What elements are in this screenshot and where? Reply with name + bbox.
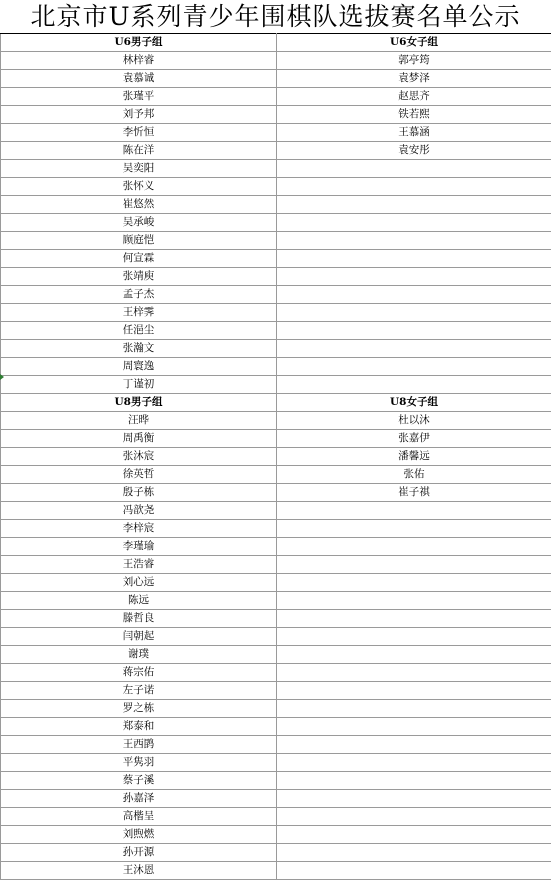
name-cell-girls[interactable] — [277, 808, 551, 826]
table-row — [1, 844, 551, 862]
name-cell-boys[interactable]: 罗之栋 — [1, 700, 277, 718]
name-cell-girls[interactable] — [277, 844, 551, 862]
name-cell-girls[interactable] — [277, 700, 551, 718]
table-row — [1, 412, 551, 430]
section-header-row — [1, 34, 551, 52]
table-row — [1, 448, 551, 466]
name-cell-boys[interactable]: 孙嘉泽 — [1, 790, 277, 808]
name-cell-girls[interactable] — [277, 664, 551, 682]
table-row — [1, 772, 551, 790]
name-cell-boys[interactable]: 张靖庾 — [1, 268, 277, 286]
name-cell-girls[interactable]: 潘馨远 — [277, 448, 551, 466]
table-row — [1, 664, 551, 682]
cell-error-indicator-icon — [0, 374, 4, 380]
name-cell-boys[interactable]: 陈在洋 — [1, 142, 277, 160]
name-cell-girls[interactable] — [277, 736, 551, 754]
name-cell-girls[interactable]: 崔子祺 — [277, 484, 551, 502]
table-row — [1, 268, 551, 286]
table-row — [1, 646, 551, 664]
table-row — [1, 322, 551, 340]
name-cell-boys[interactable]: 崔悠然 — [1, 196, 277, 214]
table-row — [1, 682, 551, 700]
name-cell-boys[interactable]: 王沐恩 — [1, 862, 277, 880]
page-title: 北京市U系列青少年围棋队选拔赛名单公示 — [0, 0, 551, 33]
name-cell-girls[interactable] — [277, 574, 551, 592]
name-cell-boys[interactable]: 张瀚文 — [1, 340, 277, 358]
name-cell-girls[interactable]: 袁梦泽 — [277, 70, 551, 88]
table-row — [1, 700, 551, 718]
name-cell-boys[interactable]: 吴奕阳 — [1, 160, 277, 178]
table-row — [1, 826, 551, 844]
name-cell-girls[interactable] — [277, 232, 551, 250]
name-cell-boys[interactable]: 蔡子溪 — [1, 772, 277, 790]
name-cell-boys[interactable]: 王梓霁 — [1, 304, 277, 322]
name-cell-boys[interactable]: 闫朝起 — [1, 628, 277, 646]
name-cell-boys[interactable]: 任浥尘 — [1, 322, 277, 340]
name-cell-girls[interactable] — [277, 196, 551, 214]
name-cell-girls[interactable] — [277, 250, 551, 268]
name-cell-boys[interactable]: 李瑾瑜 — [1, 538, 277, 556]
name-cell-girls[interactable] — [277, 214, 551, 232]
table-row — [1, 862, 551, 880]
name-cell-boys[interactable]: 刘心远 — [1, 574, 277, 592]
name-cell-girls[interactable] — [277, 862, 551, 880]
table-row — [1, 142, 551, 160]
name-cell-girls[interactable]: 郭亭筠 — [277, 52, 551, 70]
table-row — [1, 214, 551, 232]
name-cell-girls[interactable] — [277, 772, 551, 790]
name-cell-boys[interactable]: 孙开源 — [1, 844, 277, 862]
name-cell-girls[interactable] — [277, 556, 551, 574]
name-cell-boys[interactable]: 汪晔 — [1, 412, 277, 430]
table-row — [1, 466, 551, 484]
name-cell-girls[interactable] — [277, 178, 551, 196]
name-cell-boys[interactable]: 张瑾平 — [1, 88, 277, 106]
name-cell-boys[interactable]: 何宣霖 — [1, 250, 277, 268]
table-row — [1, 52, 551, 70]
table-row — [1, 106, 551, 124]
table-row — [1, 340, 551, 358]
table-row — [1, 556, 551, 574]
name-cell-boys[interactable]: 刘煦燃 — [1, 826, 277, 844]
table-row — [1, 718, 551, 736]
table-row — [1, 70, 551, 88]
name-cell-girls[interactable] — [277, 682, 551, 700]
table-row — [1, 754, 551, 772]
name-cell-boys[interactable]: 王浩睿 — [1, 556, 277, 574]
name-cell-boys[interactable]: 周寰逸 — [1, 358, 277, 376]
name-cell-girls[interactable]: 张佑 — [277, 466, 551, 484]
name-cell-boys[interactable]: 吴承峻 — [1, 214, 277, 232]
name-cell-boys[interactable]: 顾庭恺 — [1, 232, 277, 250]
table-row — [1, 178, 551, 196]
group-header-girls[interactable]: U8女子组 — [277, 394, 551, 412]
name-cell-boys[interactable]: 张怀义 — [1, 178, 277, 196]
table-row — [1, 736, 551, 754]
table-row — [1, 502, 551, 520]
name-cell-girls[interactable] — [277, 718, 551, 736]
group-header-boys[interactable]: U8男子组 — [1, 394, 277, 412]
name-cell-girls[interactable] — [277, 520, 551, 538]
name-cell-boys[interactable]: 滕哲良 — [1, 610, 277, 628]
name-cell-girls[interactable] — [277, 304, 551, 322]
name-cell-girls[interactable] — [277, 286, 551, 304]
name-cell-girls[interactable] — [277, 646, 551, 664]
table-row — [1, 484, 551, 502]
table-row — [1, 574, 551, 592]
table-row — [1, 196, 551, 214]
table-row — [1, 232, 551, 250]
name-cell-boys[interactable]: 左子诺 — [1, 682, 277, 700]
name-cell-boys[interactable]: 袁慕诚 — [1, 70, 277, 88]
name-cell-boys[interactable]: 丁谨初 — [1, 376, 277, 394]
section-header-row — [1, 394, 551, 412]
table-row — [1, 790, 551, 808]
name-cell-girls[interactable] — [277, 790, 551, 808]
table-row — [1, 358, 551, 376]
name-cell-girls[interactable]: 铁若熙 — [277, 106, 551, 124]
name-cell-girls[interactable] — [277, 592, 551, 610]
name-cell-girls[interactable] — [277, 502, 551, 520]
table-row — [1, 124, 551, 142]
name-cell-boys[interactable]: 孟子杰 — [1, 286, 277, 304]
name-cell-girls[interactable] — [277, 610, 551, 628]
name-cell-girls[interactable] — [277, 268, 551, 286]
name-cell-boys[interactable]: 王西鹍 — [1, 736, 277, 754]
roster-table — [0, 33, 551, 880]
table-row — [1, 304, 551, 322]
name-cell-boys[interactable]: 刘予邦 — [1, 106, 277, 124]
name-cell-girls[interactable] — [277, 826, 551, 844]
name-cell-girls[interactable] — [277, 358, 551, 376]
table-row — [1, 538, 551, 556]
name-cell-girls[interactable] — [277, 322, 551, 340]
group-header-girls[interactable]: U6女子组 — [277, 34, 551, 52]
name-cell-girls[interactable]: 王慕涵 — [277, 124, 551, 142]
name-cell-girls[interactable] — [277, 754, 551, 772]
name-cell-boys[interactable]: 殷子栋 — [1, 484, 277, 502]
table-row — [1, 286, 551, 304]
table-row — [1, 592, 551, 610]
table-row — [1, 520, 551, 538]
name-cell-boys[interactable]: 谢璞 — [1, 646, 277, 664]
name-cell-boys[interactable]: 陈远 — [1, 592, 277, 610]
table-row — [1, 160, 551, 178]
group-header-boys[interactable]: U6男子组 — [1, 34, 277, 52]
name-cell-girls[interactable]: 张嘉伊 — [277, 430, 551, 448]
name-cell-girls[interactable] — [277, 628, 551, 646]
name-cell-girls[interactable]: 袁安彤 — [277, 142, 551, 160]
name-cell-girls[interactable] — [277, 376, 551, 394]
name-cell-girls[interactable]: 杜以沐 — [277, 412, 551, 430]
table-row — [1, 610, 551, 628]
table-row — [1, 88, 551, 106]
name-cell-boys[interactable]: 张沐宸 — [1, 448, 277, 466]
table-row — [1, 628, 551, 646]
name-cell-boys[interactable]: 高楷呈 — [1, 808, 277, 826]
table-row — [1, 808, 551, 826]
name-cell-boys[interactable]: 平隽羽 — [1, 754, 277, 772]
name-cell-boys[interactable]: 冯歆尧 — [1, 502, 277, 520]
name-cell-boys[interactable]: 李梓宸 — [1, 520, 277, 538]
roster-sheet — [0, 33, 551, 879]
name-cell-boys[interactable]: 林梓睿 — [1, 52, 277, 70]
name-cell-girls[interactable] — [277, 340, 551, 358]
name-cell-boys[interactable]: 徐英哲 — [1, 466, 277, 484]
name-cell-boys[interactable]: 周禹衡 — [1, 430, 277, 448]
name-cell-girls[interactable]: 赵思齐 — [277, 88, 551, 106]
table-row — [1, 376, 551, 394]
name-cell-boys[interactable]: 李忻恒 — [1, 124, 277, 142]
name-cell-girls[interactable] — [277, 160, 551, 178]
name-cell-boys[interactable]: 郑泰和 — [1, 718, 277, 736]
name-cell-boys[interactable]: 蒋宗佑 — [1, 664, 277, 682]
name-cell-girls[interactable] — [277, 538, 551, 556]
table-row — [1, 250, 551, 268]
table-row — [1, 430, 551, 448]
